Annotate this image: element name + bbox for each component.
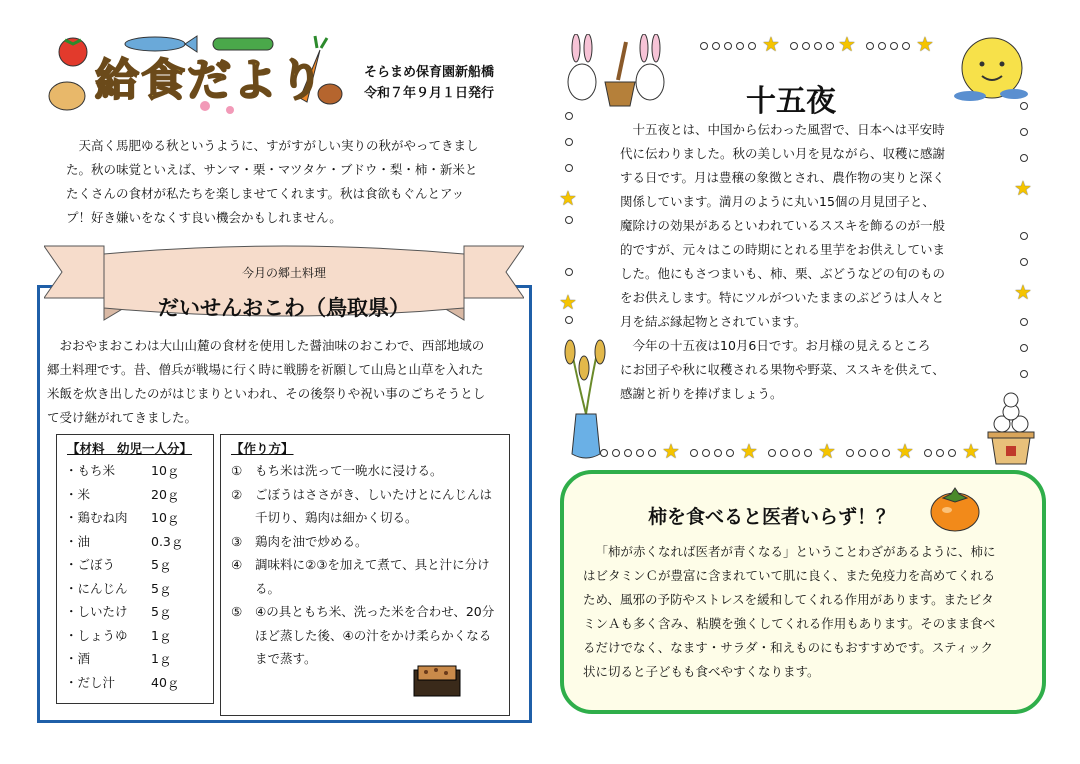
dot-icon bbox=[565, 138, 573, 146]
kaki-line: 状に切ると子どもも食べやすくなります。 bbox=[583, 664, 820, 679]
ingredient-name: ・ごぼう bbox=[65, 557, 116, 572]
dot-icon bbox=[636, 449, 644, 457]
jugoya-line: 魔除けの効果があるといわれているススキを飾るのが一般 bbox=[620, 218, 946, 233]
star-icon: ★ bbox=[896, 439, 914, 463]
dot-icon bbox=[846, 449, 854, 457]
ingredient-name: ・しょうゆ bbox=[65, 627, 128, 643]
star-icon: ★ bbox=[662, 439, 680, 463]
dot-icon bbox=[1020, 232, 1028, 240]
ingredient-name: ・油 bbox=[65, 533, 91, 549]
ingredient-row bbox=[65, 506, 213, 530]
jugoya-line: 月を結ぶ縁起物とされています。 bbox=[620, 314, 807, 329]
ingredient-amount: 5ｇ bbox=[151, 557, 172, 572]
dot-icon bbox=[690, 449, 698, 457]
recipe-step bbox=[231, 483, 499, 530]
kaki-line: ミンＡも多く含み、粘膜を強くしてくれる作用もあります。そのまま食べ bbox=[583, 616, 996, 631]
ingredient-amount: 10ｇ bbox=[151, 510, 180, 525]
intro-line: 天高く馬肥ゆる秋というように、すがすがしい実りの秋がやってきまし bbox=[78, 138, 479, 153]
dot-icon bbox=[712, 42, 720, 50]
ingredients-box bbox=[56, 434, 214, 704]
kaki-line: るだけでなく、なます・サラダ・和えものにもおすすめです。スティック bbox=[583, 640, 994, 655]
dot-icon bbox=[565, 316, 573, 324]
kaki-title: 柿を食べると医者いらず！？ bbox=[648, 506, 896, 528]
dot-icon bbox=[902, 42, 910, 50]
jugoya-line: をお供えします。特にツルがついたままのぶどうは人々と bbox=[620, 290, 945, 305]
kaki-line: 「柿が赤くなれば医者が青くなる」ということわざがあるように、柿に bbox=[595, 544, 996, 559]
step-text: 鶏肉を油で炒める。 bbox=[255, 533, 368, 549]
jugoya-line: 代に伝わりました。秋の美しい月を見ながら、収穫に感謝 bbox=[620, 146, 946, 161]
star-icon: ★ bbox=[559, 290, 577, 314]
recipe-step bbox=[231, 553, 499, 600]
desc-line: て受け継がれてきました。 bbox=[47, 410, 198, 425]
desc-line: 米飯を炊き出したのがはじまりといわれ、その後祭りや祝い事のごちそうとし bbox=[47, 386, 486, 401]
dot-icon bbox=[768, 449, 776, 457]
ingredients-list bbox=[65, 459, 213, 694]
star-icon: ★ bbox=[1014, 176, 1032, 200]
ingredient-amount: 0.3ｇ bbox=[151, 533, 184, 549]
jugoya-paragraph bbox=[620, 118, 980, 406]
dot-icon bbox=[870, 449, 878, 457]
ribbon-subtitle: 今月の郷土料理 bbox=[241, 266, 326, 280]
dot-icon bbox=[1020, 128, 1028, 136]
step-number: ⑤ bbox=[231, 604, 243, 619]
star-icon: ★ bbox=[838, 32, 856, 56]
star-icon: ★ bbox=[559, 186, 577, 210]
dot-icon bbox=[948, 449, 956, 457]
dot-icon bbox=[936, 449, 944, 457]
kaki-line: ため、風邪の予防やストレスを緩和してくれる作用があります。またビタ bbox=[583, 592, 994, 607]
intro-paragraph bbox=[66, 134, 536, 230]
dot-icon bbox=[792, 449, 800, 457]
moon-icon bbox=[952, 30, 1032, 110]
star-icon: ★ bbox=[916, 32, 934, 56]
jugoya-line: した。他にもさつまいも、柿、栗、ぶどうなどの旬のもの bbox=[620, 266, 946, 281]
ingredient-row bbox=[65, 553, 213, 577]
intro-line: プ！好き嫌いをなくす良い機会かもしれません。 bbox=[66, 210, 342, 225]
ingredients-header: 【材料 幼児一人分】 bbox=[67, 441, 193, 456]
star-icon: ★ bbox=[962, 439, 980, 463]
jugoya-title: 十五夜 bbox=[746, 84, 836, 119]
dot-icon bbox=[736, 42, 744, 50]
steps-list bbox=[231, 459, 499, 671]
dot-icon bbox=[1020, 370, 1028, 378]
ingredient-amount: 5ｇ bbox=[151, 580, 172, 596]
star-icon: ★ bbox=[740, 439, 758, 463]
school-name: そらまめ保育園新船橋 bbox=[364, 65, 495, 80]
dot-icon bbox=[866, 42, 874, 50]
dot-icon bbox=[858, 449, 866, 457]
steps-box bbox=[220, 434, 510, 716]
recipe-step bbox=[231, 459, 499, 483]
kaki-line: はビタミンＣが豊富に含まれていて肌に良く、また免疫力を高めてくれる bbox=[583, 568, 996, 583]
jugoya-line: 関係しています。満月のように丸い15個の月見団子と、 bbox=[620, 194, 935, 209]
dot-icon bbox=[648, 449, 656, 457]
recipe-step bbox=[231, 530, 499, 554]
step-text: ごぼうはささがき、しいたけとにんじんは千切り、鶏肉は細かく切る。 bbox=[255, 486, 493, 525]
desc-line: 郷土料理です。昔、僧兵が戦場に行く時に戦勝を祈願して山鳥と山草を入れた bbox=[47, 362, 484, 377]
local-dish-title: だいせんおこわ（鳥取県） bbox=[158, 296, 410, 320]
ingredient-row bbox=[65, 483, 213, 507]
ingredient-row bbox=[65, 647, 213, 671]
ingredient-amount: 5ｇ bbox=[151, 604, 172, 619]
dot-icon bbox=[780, 449, 788, 457]
dot-icon bbox=[565, 216, 573, 224]
star-icon: ★ bbox=[1014, 280, 1032, 304]
ingredient-name: ・しいたけ bbox=[65, 604, 128, 619]
star-icon: ★ bbox=[818, 439, 836, 463]
kaki-paragraph bbox=[583, 540, 1023, 684]
ingredient-row bbox=[65, 671, 213, 695]
step-number: ② bbox=[231, 486, 243, 502]
ingredient-row bbox=[65, 530, 213, 554]
dot-icon bbox=[748, 42, 756, 50]
dot-icon bbox=[724, 42, 732, 50]
dot-icon bbox=[804, 449, 812, 457]
dot-icon bbox=[890, 42, 898, 50]
ingredient-row bbox=[65, 624, 213, 648]
star-icon: ★ bbox=[762, 32, 780, 56]
dot-icon bbox=[714, 449, 722, 457]
jugoya-line: 的ですが、元々はこの時期にとれる里芋をお供えしていま bbox=[620, 242, 946, 257]
newsletter-logo-title: 給食だより bbox=[95, 55, 325, 106]
step-number: ① bbox=[231, 463, 243, 478]
jugoya-line: 感謝と祈りを捧げましょう。 bbox=[620, 386, 783, 401]
ingredient-name: ・鶏むね肉 bbox=[65, 510, 128, 525]
dot-icon bbox=[814, 42, 822, 50]
ingredient-amount: 1ｇ bbox=[151, 651, 172, 666]
ingredient-name: ・にんじん bbox=[65, 580, 128, 596]
dot-icon bbox=[826, 42, 834, 50]
step-number: ④ bbox=[231, 557, 243, 572]
steps-header: 【作り方】 bbox=[231, 441, 294, 456]
dango-offering-icon bbox=[982, 388, 1042, 468]
dot-icon bbox=[624, 449, 632, 457]
intro-line: た。秋の味覚といえば、サンマ・栗・マツタケ・ブドウ・梨・柿・新米と bbox=[66, 162, 478, 177]
step-text: ④の具ともち米、洗った米を合わせ、20分ほど蒸した後、④の汁をかけ柔らかくなるまで蒸す。 bbox=[255, 604, 495, 666]
dot-icon bbox=[1020, 258, 1028, 266]
dot-icon bbox=[1020, 318, 1028, 326]
dot-icon bbox=[702, 449, 710, 457]
step-text: もち米は洗って一晩水に浸ける。 bbox=[255, 463, 443, 478]
ingredient-row bbox=[65, 600, 213, 624]
ingredient-amount: 10ｇ bbox=[151, 463, 180, 478]
dot-icon bbox=[790, 42, 798, 50]
intro-line: たくさんの食材が私たちを楽しませてくれます。秋は食欲もぐんとアッ bbox=[66, 186, 465, 201]
ingredient-row bbox=[65, 577, 213, 601]
rabbits-mochi-icon bbox=[560, 34, 680, 109]
ingredient-name: ・もち米 bbox=[65, 463, 116, 478]
ingredient-name: ・酒 bbox=[65, 651, 91, 666]
dot-icon bbox=[700, 42, 708, 50]
ingredient-name: ・だし汁 bbox=[65, 674, 116, 690]
dot-icon bbox=[878, 42, 886, 50]
okowa-box-icon bbox=[412, 660, 462, 700]
dot-icon bbox=[1020, 344, 1028, 352]
ingredient-amount: 1ｇ bbox=[151, 627, 172, 643]
persimmon-icon bbox=[925, 484, 985, 534]
issue-date: 令和７年９月１日発行 bbox=[364, 86, 495, 101]
local-dish-description bbox=[47, 334, 522, 430]
dot-icon bbox=[565, 268, 573, 276]
ingredient-row bbox=[65, 459, 213, 483]
dot-icon bbox=[565, 164, 573, 172]
ingredient-amount: 20ｇ bbox=[151, 486, 180, 502]
jugoya-line: 今年の十五夜は10月6日です。お月様の見えるところ bbox=[632, 338, 931, 353]
desc-line: おおやまおこわは大山山麓の食材を使用した醤油味のおこわで、西部地域の bbox=[59, 338, 485, 353]
ingredient-name: ・米 bbox=[65, 486, 91, 502]
dot-icon bbox=[565, 112, 573, 120]
jugoya-line: 十五夜とは、中国から伝わった風習で、日本へは平安時 bbox=[632, 122, 945, 137]
dot-icon bbox=[882, 449, 890, 457]
jugoya-line: する日です。月は豊穣の象徴とされ、農作物の実りと深く bbox=[620, 170, 945, 185]
issuer-info bbox=[364, 62, 494, 104]
dot-icon bbox=[802, 42, 810, 50]
ingredient-amount: 40ｇ bbox=[151, 674, 180, 690]
dot-icon bbox=[726, 449, 734, 457]
step-number: ③ bbox=[231, 533, 243, 549]
jugoya-line: にお団子や秋に収穫される果物や野菜、ススキを供えて、 bbox=[620, 362, 945, 377]
susuki-vase-icon bbox=[556, 334, 616, 464]
dot-icon bbox=[1020, 154, 1028, 162]
dot-icon bbox=[924, 449, 932, 457]
step-text: 調味料に②③を加えて煮て、具と汁に分ける。 bbox=[255, 557, 490, 596]
